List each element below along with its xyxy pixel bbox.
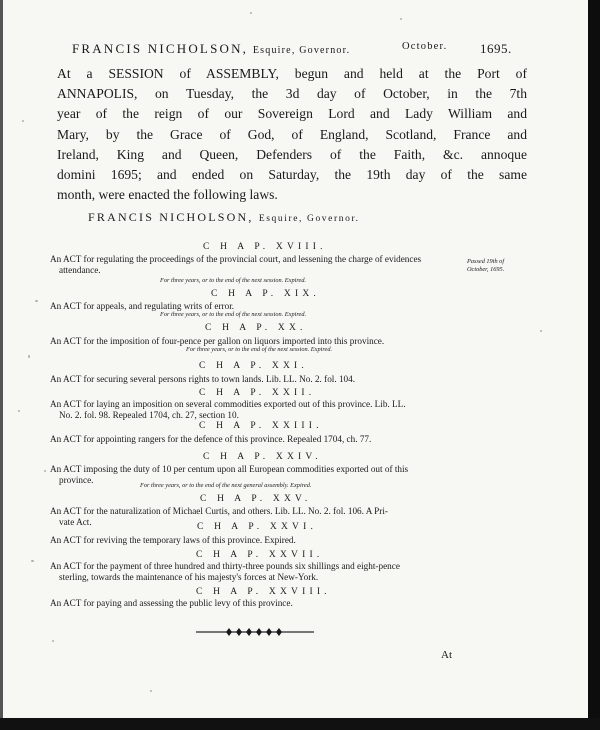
act-line: An ACT for paying and assessing the public levy of this province. — [50, 598, 293, 608]
chapter-heading: C H A P. XIX. — [211, 289, 320, 299]
act-text — [50, 561, 468, 582]
session-line: month, were enacted the following laws. — [57, 187, 278, 203]
act-text — [50, 535, 468, 546]
act-line: An ACT for reviving the temporary laws of this province. Expired. — [50, 535, 296, 545]
chapter-heading: C H A P. XXVIII. — [196, 587, 331, 597]
running-head — [72, 41, 512, 57]
chapter-heading: C H A P. XX. — [205, 323, 307, 333]
chapter-heading: C H A P. XXII. — [199, 388, 316, 398]
ornament-rule — [196, 623, 314, 641]
act-text — [50, 374, 468, 385]
act-text — [50, 598, 468, 609]
chapter-heading: C H A P. XXV. — [200, 494, 312, 504]
act-line: An ACT for the imposition of four-pence per gallon on liquors imported into this province. — [50, 336, 385, 346]
act-line: An ACT for regulating the proceedings of the provincial court, and lessening the charge of evidences — [50, 254, 422, 264]
scan-edge-left — [0, 0, 3, 730]
chapter-heading: C H A P. XXVII. — [196, 550, 324, 560]
chapter-heading: C H A P. XXIV. — [203, 452, 322, 462]
governor-heading — [88, 210, 360, 225]
act-note: For three years, or to the end of the next session. Expired. — [186, 346, 333, 353]
act-line: An ACT imposing the duty of 10 per centum upon all European commodities exported out of this — [50, 464, 409, 474]
session-line: Mary, by the Grace of God, of England, Scotland, France and — [57, 126, 527, 142]
act-line: An ACT for appointing rangers for the defence of this province. Repealed 1704, ch. 77. — [50, 434, 372, 444]
scan-edge-right — [588, 0, 600, 730]
session-line: At a SESSION of ASSEMBLY, begun and held at the Port of — [57, 66, 527, 81]
act-note: For three years, or to the end of the next session. Expired. — [160, 277, 307, 284]
scan-edge-bottom — [0, 718, 600, 730]
running-head-year: 1695. — [480, 41, 512, 56]
act-text — [50, 301, 468, 312]
act-line: attendance. — [59, 264, 101, 275]
act-line: vate Act. — [59, 516, 92, 527]
act-line: An ACT for appeals, and regulating writs of error. — [50, 301, 235, 311]
session-line: ANNAPOLIS, on Tuesday, the 3d day of October, in the 7th — [57, 86, 527, 102]
session-line: year of the reign of our Sovereign Lord and Lady William and — [57, 106, 527, 122]
catchword: At — [441, 649, 452, 661]
session-line: Ireland, King and Queen, Defenders of the Faith, &c. annoque — [57, 146, 527, 162]
session-paragraph — [57, 64, 527, 205]
session-line: domini 1695; and ended on Saturday, the 19th day of the same — [57, 167, 527, 183]
act-line: An ACT for laying an imposition on several commodities exported out of this province. Lib. LL. — [50, 399, 406, 409]
act-note: For three years, or to the end of the next general assembly. Expired. — [140, 482, 312, 489]
chapter-heading: C H A P. XXVI. — [197, 522, 318, 532]
act-text — [50, 336, 468, 347]
act-line: An ACT for securing several persons rights to town lands. Lib. LL. No. 2. fol. 104. — [50, 374, 356, 384]
governor-heading-title: Esquire, Governor. — [258, 214, 360, 224]
chapter-heading: C H A P. XVIII. — [203, 242, 327, 252]
act-note: For three years, or to the end of the next session. Expired. — [160, 311, 307, 318]
running-head-title: Esquire, Governor. — [252, 45, 351, 56]
act-line: An ACT for the payment of three hundred and thirty-three pounds six shillings and eight-pence — [50, 561, 400, 571]
running-head-name: FRANCIS NICHOLSON, — [72, 41, 249, 56]
act-line: No. 2. fol. 98. Repealed 1704, ch. 27, section 10. — [59, 409, 239, 420]
act-text — [50, 434, 468, 445]
margin-note-line: Passed 19th of — [467, 258, 505, 265]
governor-heading-name: FRANCIS NICHOLSON, — [88, 210, 254, 224]
margin-note-line: October, 1695. — [467, 265, 505, 273]
running-head-month: October. — [402, 41, 448, 52]
act-text — [50, 399, 468, 420]
margin-note — [467, 258, 504, 273]
act-line: An ACT for the naturalization of Michael Curtis, and others. Lib. LL. No. 2. fol. 106. A Pri- — [50, 506, 388, 516]
act-line: province. — [59, 474, 94, 485]
act-text — [50, 254, 468, 275]
chapter-heading: C H A P. XXI. — [199, 361, 308, 371]
act-line: sterling, towards the maintenance of his majesty's forces at New-York. — [59, 571, 319, 582]
chapter-heading: C H A P. XXIII. — [199, 421, 323, 431]
